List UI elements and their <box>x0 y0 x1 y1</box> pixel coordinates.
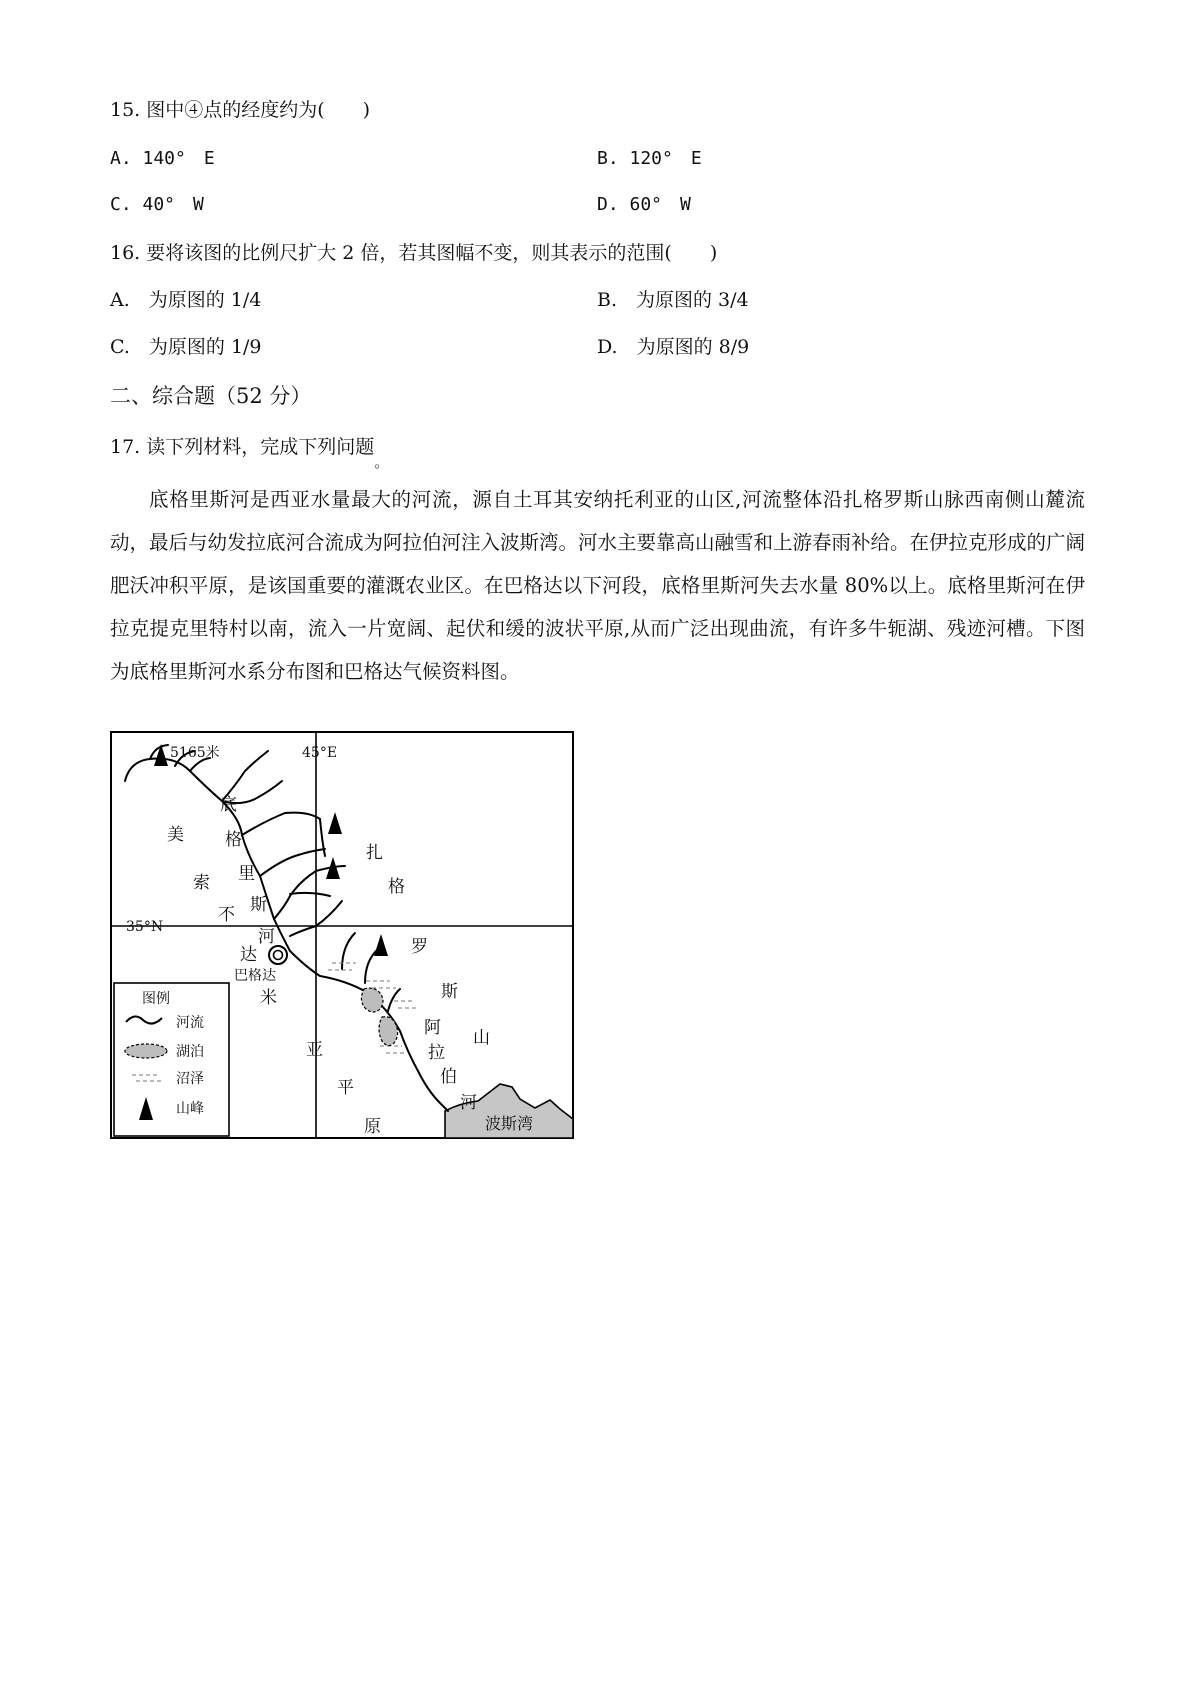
map-legend <box>114 983 229 1136</box>
lon-label: 45°E <box>302 745 338 761</box>
q15-option-a: A. 140° E <box>110 148 215 169</box>
q17-stem <box>110 435 390 471</box>
mesopotamia-char: 原 <box>364 1117 381 1137</box>
q16-stem: 16. 要将该图的比例尺扩大 2 倍，若其图幅不变，则其表示的范围( ) <box>110 242 718 264</box>
peak-elevation-label: 5165米 <box>170 745 220 761</box>
q16-option-a: A. 为原图的 1/4 <box>110 289 262 311</box>
q17-stem-text: 17. 读下列材料，完成下列问题 <box>110 436 375 458</box>
shatt-char: 伯 <box>440 1067 457 1087</box>
mesopotamia-char: 索 <box>193 873 210 893</box>
legend-label-marsh: 沼泽 <box>176 1071 204 1087</box>
legend-label-peak: 山峰 <box>176 1101 204 1117</box>
legend-label-lake: 湖泊 <box>176 1044 204 1060</box>
tigris-char: 里 <box>238 864 255 884</box>
shatt-char: 阿 <box>424 1018 441 1038</box>
q15-option-b: B. 120° E <box>597 148 702 169</box>
mesopotamia-char: 平 <box>337 1078 354 1098</box>
lat-label: 35°N <box>126 919 164 935</box>
tigris-char: 斯 <box>250 895 267 915</box>
mesopotamia-char: 不 <box>218 905 235 925</box>
q17-passage: 底格里斯河是西亚水量最大的河流，源自土耳其安纳托利亚的山区,河流整体沿扎格罗斯山脉西南侧山麓流动，最后与幼发拉底河合流成为阿拉伯河注入波斯湾。河水主要靠高山融雪和上游春雨补给。在伊拉克形成的广阔肥沃冲积平原，是该国重要的灌溉农业区。在巴格达以下河段，底格里斯河失去水量 80%以上。底格里斯河在伊拉克提克里特村以南，流入一片宽阔、起伏和缓的波状平原,从而广泛出现曲流，有许多牛轭湖、残迹河槽。下图为底格里斯河水系分布图和巴格达气候资料图。 <box>110 488 1086 683</box>
legend-title: 图例 <box>142 991 170 1007</box>
zagros-char: 山 <box>473 1028 490 1048</box>
lake-icon <box>125 1044 167 1058</box>
tigris-river-map <box>110 731 575 1141</box>
city-label-baghdad: 巴格达 <box>234 968 276 984</box>
zagros-char: 斯 <box>441 982 458 1002</box>
shatt-char: 拉 <box>428 1043 445 1063</box>
tigris-char: 底 <box>220 795 237 815</box>
legend-label-river: 河流 <box>176 1015 204 1031</box>
mesopotamia-char: 亚 <box>306 1040 323 1060</box>
sea-label: 波斯湾 <box>485 1114 534 1133</box>
zagros-char: 罗 <box>411 937 428 957</box>
section-heading: 二、综合题（52 分） <box>110 384 312 408</box>
q17-stem-mark: 。 <box>374 453 390 471</box>
q15-option-d: D. 60° W <box>597 194 691 215</box>
shatt-char: 河 <box>460 1093 477 1113</box>
mesopotamia-char: 美 <box>167 825 184 845</box>
mesopotamia-char: 米 <box>260 988 277 1008</box>
mesopotamia-char: 达 <box>240 945 257 965</box>
q15-option-c: C. 40° W <box>110 194 204 215</box>
q16-option-b: B. 为原图的 3/4 <box>597 289 749 311</box>
zagros-char: 格 <box>388 877 405 897</box>
tigris-char: 河 <box>258 927 275 947</box>
q15-stem: 15. 图中④点的经度约为( ) <box>110 99 371 121</box>
q16-option-d: D. 为原图的 8/9 <box>597 336 750 358</box>
zagros-char: 扎 <box>366 843 383 863</box>
tigris-char: 格 <box>225 830 242 850</box>
q16-option-c: C. 为原图的 1/9 <box>110 336 262 358</box>
